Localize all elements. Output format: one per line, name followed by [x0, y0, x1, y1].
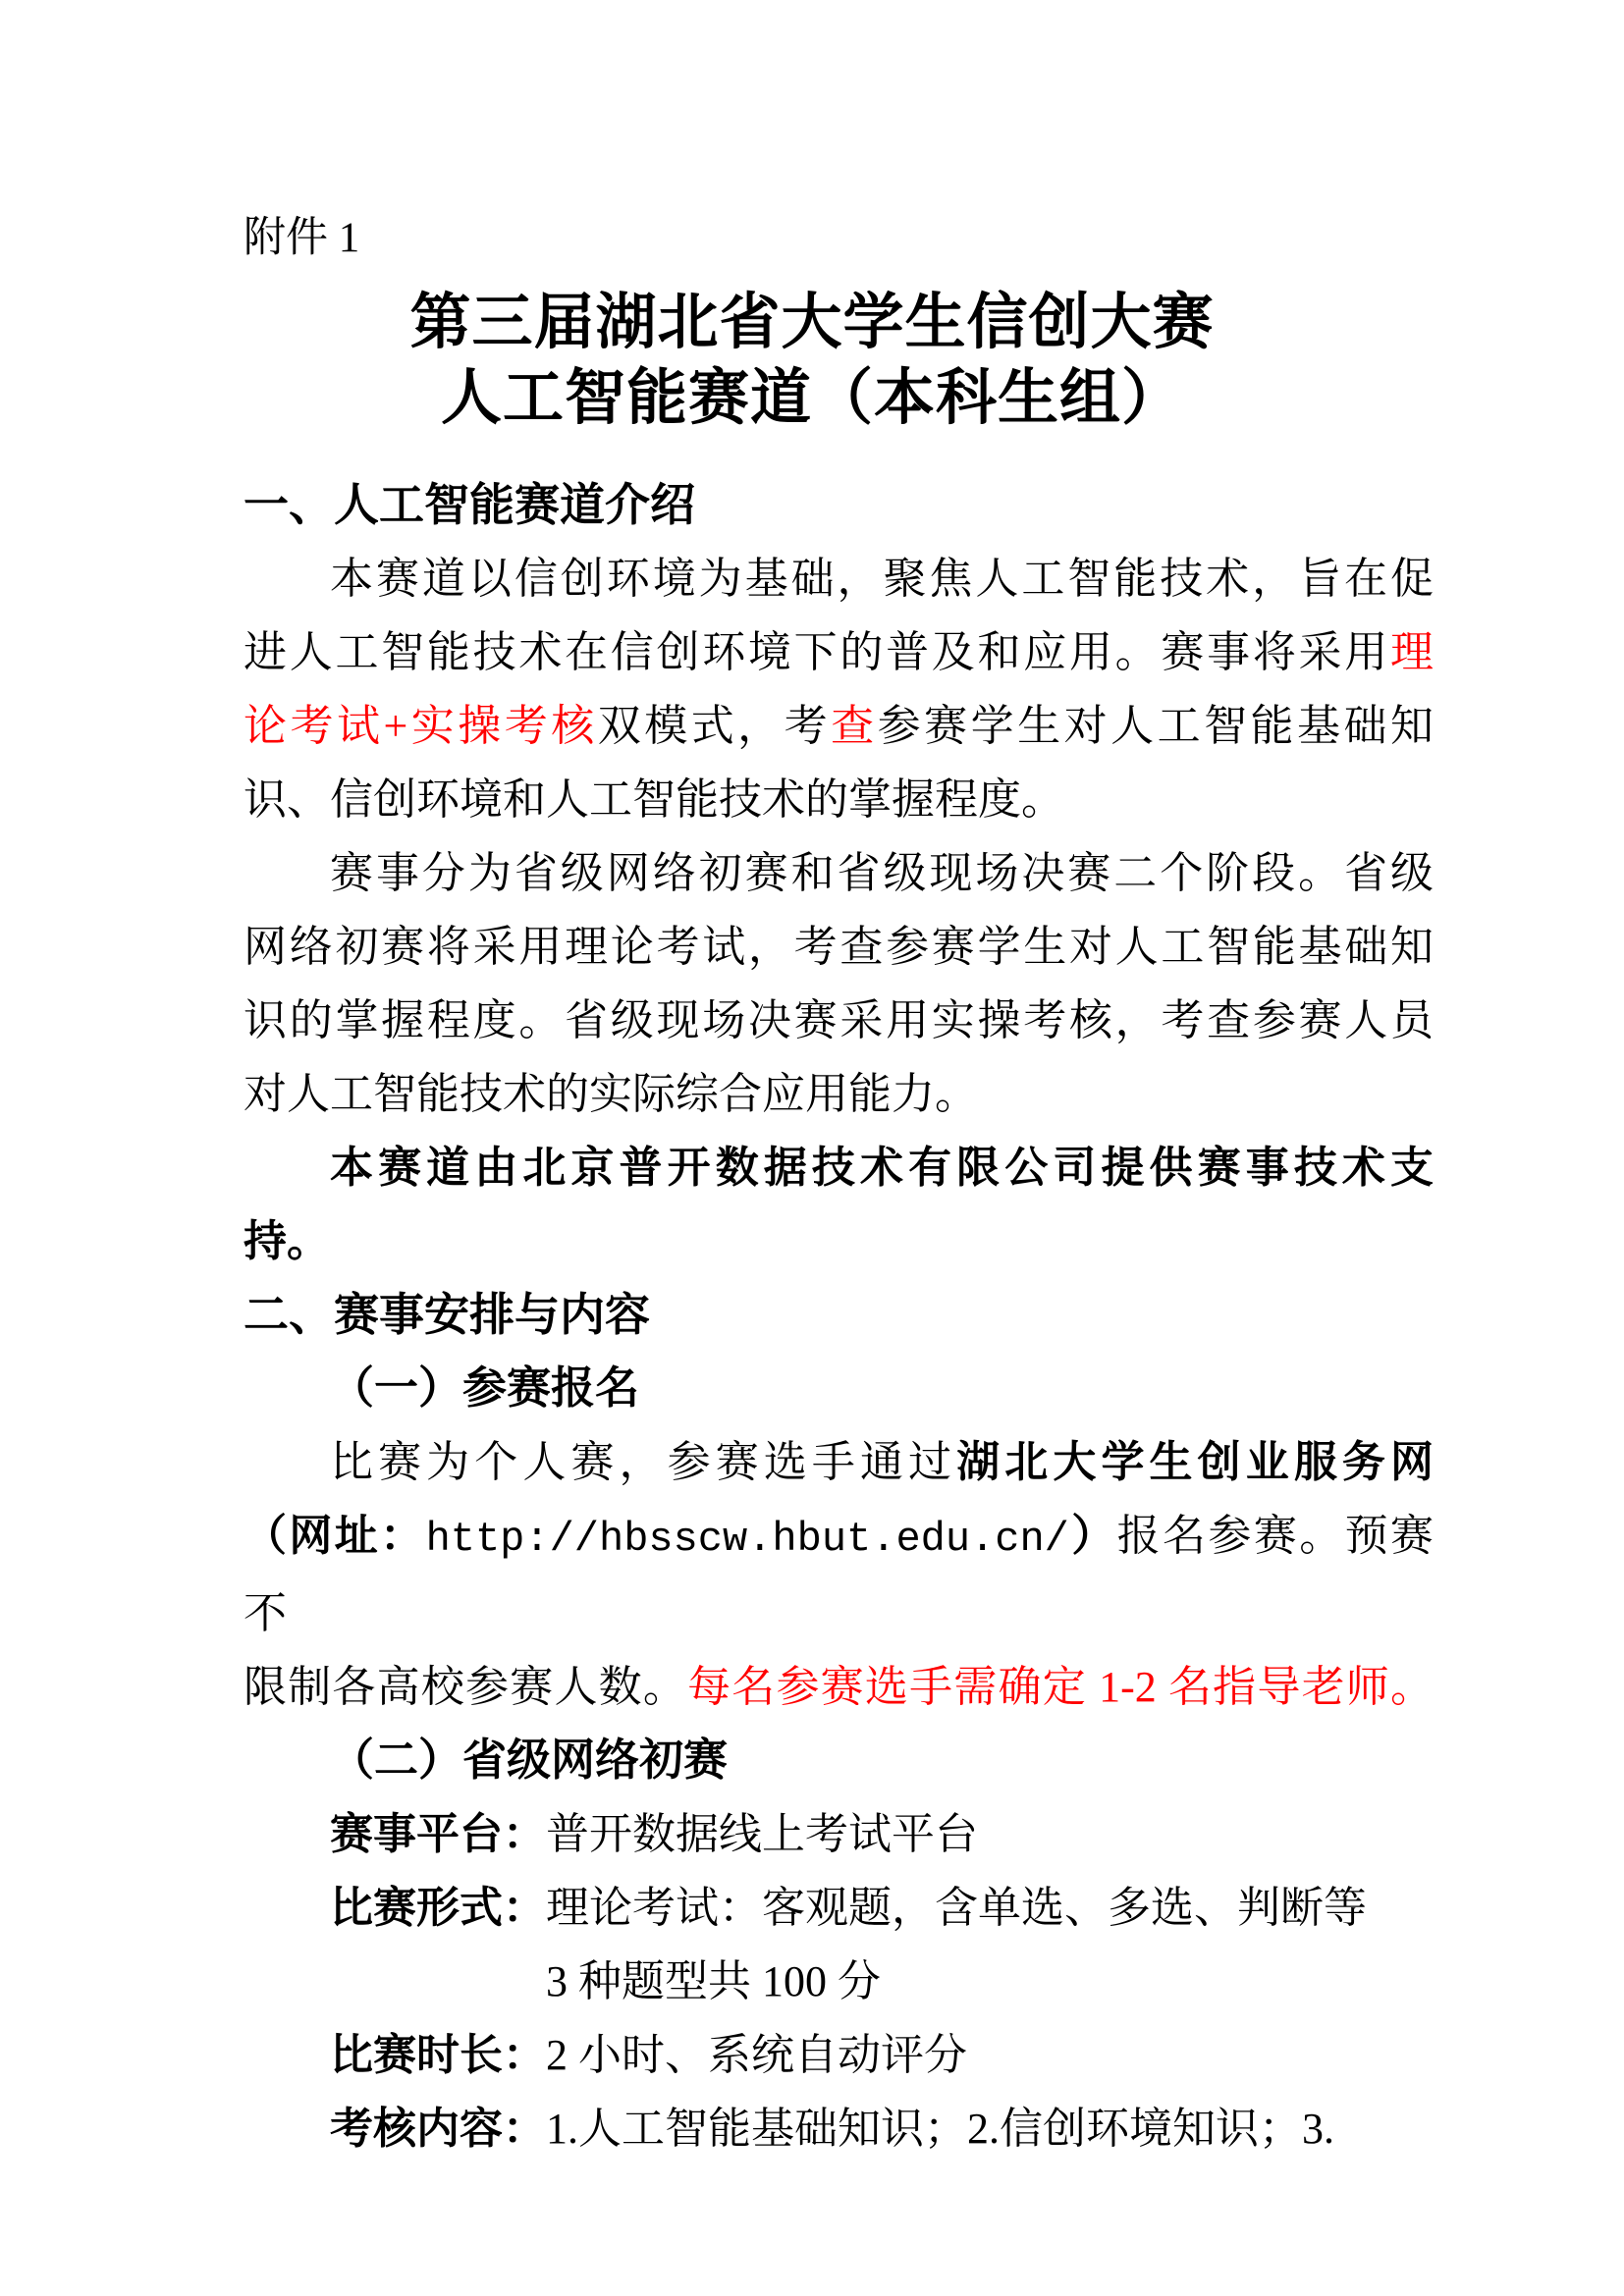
text-run: 比赛为个人赛，参赛选手通过 [330, 1438, 957, 1486]
section-2-heading: 二、赛事安排与内容 [244, 1289, 650, 1340]
paragraph-1-line-3 [244, 689, 1434, 763]
text-run: 双模式，考 [597, 702, 832, 750]
detail-value: 3 种题型共 100 分 [546, 1957, 881, 2005]
document-body [244, 468, 1434, 2165]
detail-value: 普开数据线上考试平台 [546, 1810, 978, 1858]
paragraph-4-line-1 [244, 1425, 1434, 1499]
paragraph-2-line-2: 网络初赛将采用理论考试，考查参赛学生对人工智能基础知 [244, 923, 1434, 971]
paragraph-3-line-1: 本赛道由北京普开数据技术有限公司提供赛事技术支 [330, 1144, 1434, 1192]
paragraph-2-line-1: 赛事分为省级网络初赛和省级现场决赛二个阶段。省级 [330, 849, 1434, 897]
detail-label: 考核内容： [330, 2105, 546, 2153]
detail-content [244, 2092, 1434, 2165]
paragraph-1-line-2 [244, 615, 1434, 689]
paragraph-1-line-4: 识、信创环境和人工智能技术的掌握程度。 [244, 775, 1064, 824]
section-1-heading: 一、人工智能赛道介绍 [244, 479, 695, 530]
text-run: 限制各高校参赛人数。 [244, 1663, 688, 1711]
red-text-run: 查 [831, 702, 878, 750]
detail-platform [244, 1797, 1434, 1871]
text-run: 报名参赛。预赛不 [244, 1512, 1434, 1637]
red-text-run: 理 [1390, 628, 1434, 676]
attachment-label: 附件 1 [244, 215, 360, 261]
section-2-sub-2-heading: （二）省级网络初赛 [330, 1735, 729, 1785]
text-run: 进人工智能技术在信创环境下的普及和应用。赛事将采用 [244, 628, 1390, 676]
detail-label: 赛事平台： [330, 1810, 546, 1858]
detail-format [244, 1871, 1434, 1945]
bold-text-run: 湖北大学生创业服务网 [956, 1438, 1435, 1486]
url-text: http://hbsscw.hbut.edu.cn/ [425, 1516, 1069, 1563]
document-title-line-1: 第三届湖北省大学生信创大赛 [409, 290, 1215, 356]
document-title-line-2: 人工智能赛道（本科生组） [440, 365, 1183, 432]
detail-duration [244, 2018, 1434, 2092]
paragraph-2-line-3: 识的掌握程度。省级现场决赛采用实操考核，考查参赛人员 [244, 996, 1434, 1044]
detail-label: 比赛形式： [330, 1884, 546, 1932]
detail-label: 比赛时长： [330, 2031, 546, 2079]
document-title [0, 286, 1624, 437]
bold-text-run: ） [1068, 1512, 1117, 1560]
section-2-sub-1-heading: （一）参赛报名 [330, 1363, 640, 1413]
bold-text-run: （网址： [244, 1512, 426, 1560]
detail-value: 2 小时、系统自动评分 [546, 2031, 967, 2079]
paragraph-2-line-4: 对人工智能技术的实际综合应用能力。 [244, 1070, 978, 1118]
detail-value: 1.人工智能基础知识；2.信创环境知识；3. [546, 2105, 1334, 2153]
red-text-run: 论考试+实操考核 [244, 702, 598, 750]
detail-format-continuation [244, 1945, 1434, 2018]
paragraph-1-line-1: 本赛道以信创环境为基础，聚焦人工智能技术，旨在促 [330, 555, 1434, 603]
paragraph-3-line-2: 持。 [244, 1217, 330, 1265]
paragraph-4-line-3 [244, 1650, 1434, 1724]
text-run: 参赛学生对人工智能基础知 [877, 702, 1435, 750]
paragraph-4-line-2 [244, 1499, 1434, 1650]
red-text-run: 每名参赛选手需确定 1-2 名指导老师。 [687, 1663, 1435, 1711]
detail-value: 理论考试：客观题，含单选、多选、判断等 [546, 1884, 1367, 1932]
